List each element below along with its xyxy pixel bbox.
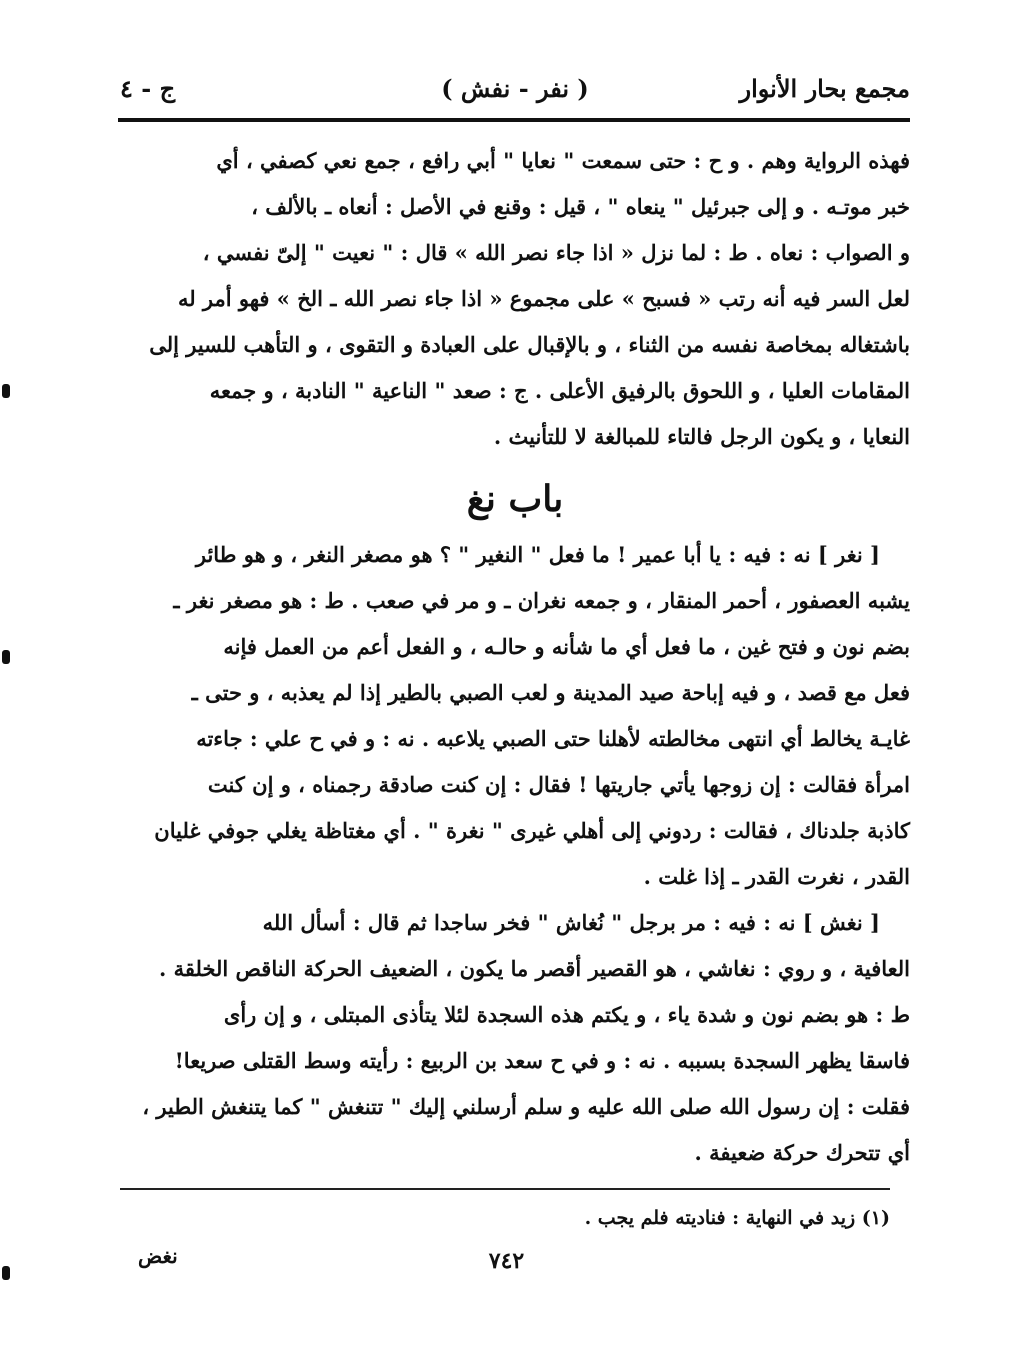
- scan-mark: [2, 384, 10, 398]
- footnote: (١) زيد في النهاية : فناديته فلم يجب .: [584, 1207, 890, 1229]
- text-line: و الصواب : نعاه . ط : لما نزل « اذا جاء نصر الله » قال : " نعيت " إلىّ نفسي ،: [202, 240, 910, 265]
- text-line: ط : هو بضم نون و شدة ياء ، و يكتم هذه السجدة لئلا يتأذى المبتلى ، و إن رأى: [223, 1002, 910, 1027]
- text-line: المقامات العليا ، و اللحوق بالرفيق الأعلى . ج : صعد " الناعية " النادبة ، و جمعه: [209, 378, 910, 403]
- text-line: النعايا ، و يكون الرجل فالتاء للمبالغة لا للتأنيث .: [493, 424, 910, 449]
- text-line: لعل السر فيه أنه رتب « فسبح » على مجموع « اذا جاء نصر الله ـ الخ » فهو أمر له: [177, 286, 910, 311]
- text-line: يشبه العصفور ، أحمر المنقار ، و جمعه نغران ـ و مر في صعب . ط : هو مصغر نغر ـ: [173, 588, 910, 613]
- text-line: فقلت : إن رسول الله صلى الله عليه و سلم أرسلني إليك " تتنغش " كما يتنغش الطير ،: [142, 1094, 910, 1119]
- text-line: بضم نون و فتح غين ، ما فعل أي ما شأنه و حالـه ، و الفعل أعم من العمل فإنه: [223, 634, 910, 659]
- text-line: [ نغش ] نه : فيه : مر برجل " نُغاش " فخر ساجدا ثم قال : أسأل الله: [262, 910, 880, 935]
- book-title: مجمع بحار الأنوار: [739, 74, 910, 103]
- section-range: ( نفر - نفش ): [441, 74, 589, 103]
- text-line: باشتغاله بمخاصة نفسه من الثناء ، و بالإقبال على العبادة و التقوى ، و التأهب للسير إلى: [149, 332, 910, 357]
- entry-block-continued: [120, 138, 910, 460]
- text-line: فعل مع قصد ، و فيه إباحة صيد المدينة و لعب الصبي بالطير إذا لم يعذبه ، و حتى ـ: [191, 680, 910, 705]
- footnote-rule: [120, 1188, 890, 1190]
- text-line: امرأة فقالت : إن زوجها يأتي جاريتها ! فقال : إن كنت صادقة رجمناه ، و إن كنت: [207, 772, 910, 797]
- text-line: خبر موتـه . و إلى جبرئيل " ينعاه " ، قيل : وقنع في الأصل : أنعاه ـ بالألف ،: [251, 194, 910, 219]
- text-line: كاذبة جلدناك ، فقالت : ردوني إلى أهلي غيرى " نغرة " . أي مغتاظة يغلي جوفي غليان: [154, 818, 910, 843]
- scan-mark: [2, 650, 10, 664]
- text-line: فاسقا يظهر السجدة بسببه . نه : و في ح سعد بن الربيع : رأيته وسط القتلى صريعا!: [174, 1048, 910, 1073]
- text-line: [ نغر ] نه : فيه : يا أبا عمير ! ما فعل " النغير " ؟ هو مصغر النغر ، و هو طائر: [195, 542, 880, 567]
- text-line: غايـة يخالط أي انتهى مخالطته لأهلنا حتى الصبي يلاعبه . نه : و في ح علي : جاءته: [196, 726, 910, 751]
- text-line: أي تتحرك حركة ضعيفة .: [694, 1140, 910, 1165]
- header-rule: [118, 118, 910, 122]
- catchword: نغض: [138, 1244, 178, 1268]
- text-line: فهذه الرواية وهم . و ح : حتى سمعت " نعايا " أبي رافع ، جمع نعي كصفي ، أي: [216, 148, 910, 173]
- entry-block-naghar: [120, 532, 910, 900]
- text-line: القدر ، نغرت القدر ـ إذا غلت .: [643, 864, 910, 889]
- page-header: [120, 72, 910, 112]
- scan-mark: [2, 1266, 10, 1280]
- page-number: ٧٤٢: [488, 1248, 525, 1274]
- section-title: باب نغ: [466, 478, 564, 520]
- text-line: العافية ، و روي : نغاشي ، هو القصير أقصر ما يكون ، الضعيف الحركة الناقص الخلقة .: [159, 956, 910, 981]
- volume-number: ج - ٤: [120, 74, 176, 103]
- entry-block-naghash: [120, 900, 910, 1176]
